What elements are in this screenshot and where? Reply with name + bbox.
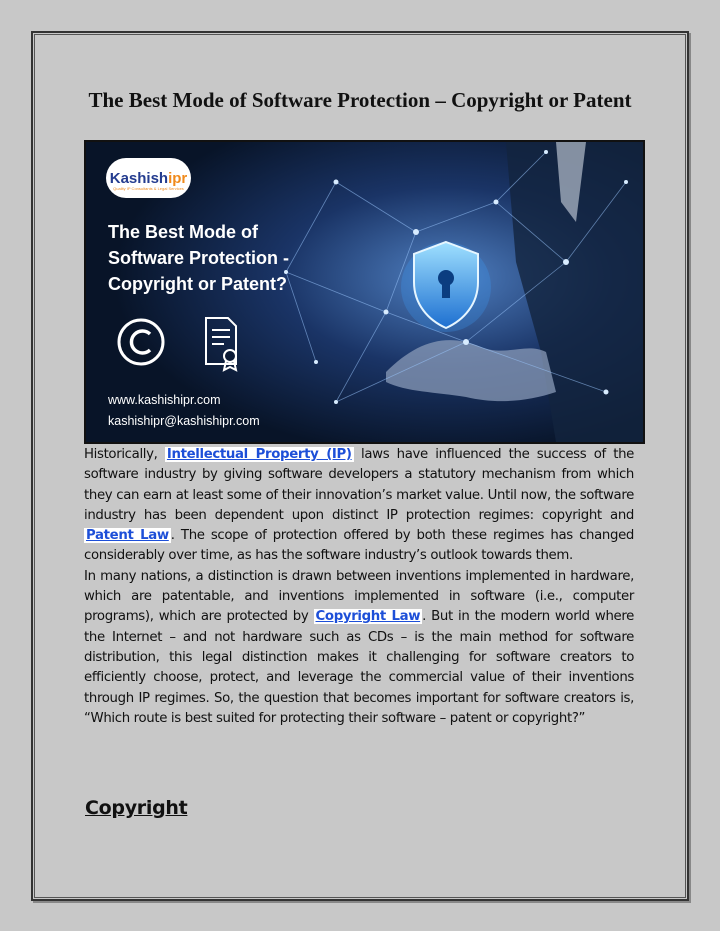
banner-heading-line: Software Protection - [108, 248, 290, 268]
intellectual-property-link[interactable]: Intellectual Property (IP) [166, 447, 352, 462]
article-body [84, 445, 634, 729]
logo-tagline: Quality IP Consultants & Legal Services [113, 186, 184, 191]
text-span: In many nations, a distinction is drawn between inventions implemented in hardware, which are patentable, and inventions implemented in software (i.e., computer programs), which are protected by [84, 568, 634, 625]
document-title: The Best Mode of Software Protection – Copyright or Patent [88, 88, 632, 112]
text-span: Historically, [84, 447, 165, 462]
patent-law-link[interactable]: Patent Law [86, 528, 169, 544]
paragraph-1 [84, 445, 634, 567]
banner-heading-line: Copyright or Patent? [108, 274, 287, 294]
banner-website: www.kashishipr.com [108, 393, 221, 407]
hero-banner [84, 140, 645, 444]
shield-lock-icon [401, 242, 491, 332]
kashishipr-logo [106, 158, 191, 198]
text-span: . The scope of protection offered by both these regimes has changed considerably over time, as has the software industry’s outlook towards them. [84, 528, 634, 564]
text-span: laws have influenced the success of the software industry by giving software developers a statutory mechanism from which they can earn at least some of their innovation’s market value. Until now, the software industry has been dependent upon distinct IP protection regimes: copyright and [84, 447, 634, 523]
paragraph-2 [84, 567, 634, 729]
copyright-law-link[interactable]: Copyright Law [315, 609, 421, 625]
banner-email: kashishipr@kashishipr.com [108, 414, 260, 428]
text-span: . But in the modern world where the Internet – and not hardware such as CDs – is the main method for software distribution, this legal distinction makes it challenging for software creators to efficiently choose, protect, and leverage the commercial value of their inventions through IP regimes. So, the question that becomes important for software creators is, “Which route is best suited for protecting their software – patent or copyright?” [84, 609, 635, 726]
banner-contact [108, 390, 260, 432]
banner-heading-line: The Best Mode of [108, 222, 259, 242]
logo-wordmark: Kashishipr [109, 169, 188, 187]
banner-heading [108, 219, 348, 297]
section-heading-copyright: Copyright [85, 797, 188, 819]
